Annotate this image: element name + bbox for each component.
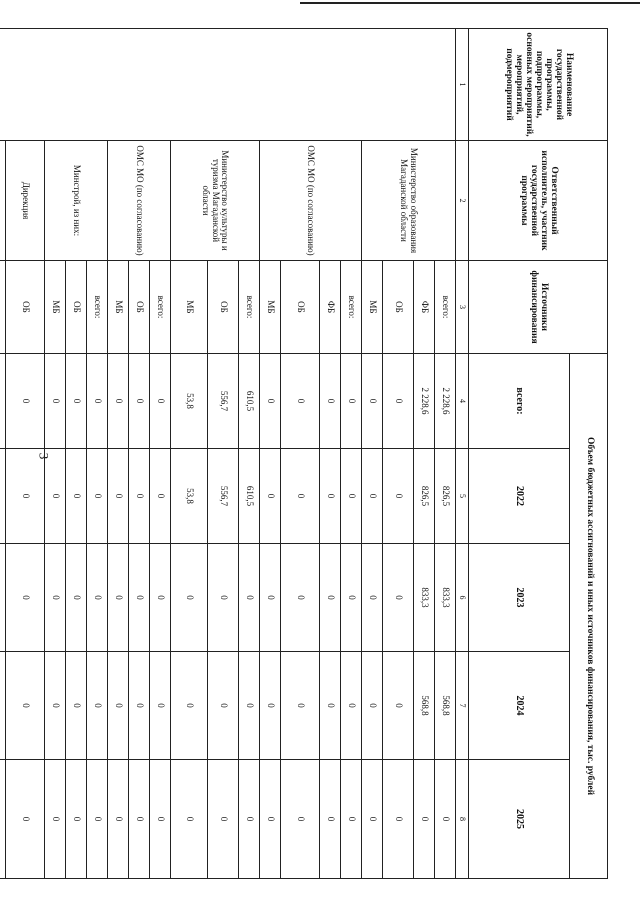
- value-2023-cell: 0: [45, 544, 66, 652]
- value-2025-cell: 0: [208, 760, 239, 879]
- value-2022-cell: 0: [87, 449, 108, 544]
- value-2023-cell: 833,3: [414, 544, 435, 652]
- header-executor: Ответственный исполнитель, участник государственной программы: [469, 141, 608, 261]
- value-2025-cell: 0: [281, 760, 320, 879]
- value-2023-cell: 0: [341, 544, 362, 652]
- source-cell: всего:: [150, 261, 171, 354]
- value-2023-cell: [0, 544, 6, 652]
- total-cell: 0: [260, 354, 281, 449]
- total-cell: [0, 354, 6, 449]
- value-2023-cell: 0: [108, 544, 129, 652]
- column-number: 3: [456, 261, 469, 354]
- value-2023-cell: 0: [320, 544, 341, 652]
- value-2023-cell: 0: [239, 544, 260, 652]
- value-2023-cell: 0: [281, 544, 320, 652]
- source-cell: всего:: [239, 261, 260, 354]
- column-number: 8: [456, 760, 469, 879]
- total-cell: 0: [150, 354, 171, 449]
- value-2024-cell: 0: [208, 652, 239, 760]
- total-cell: 53,8: [171, 354, 208, 449]
- value-2024-cell: 568,8: [414, 652, 435, 760]
- source-cell: МБ: [362, 261, 383, 354]
- value-2025-cell: 0: [383, 760, 414, 879]
- value-2025-cell: 0: [435, 760, 456, 879]
- executor-cell: ОМС МО (по согласованию): [260, 141, 362, 261]
- value-2025-cell: 0: [414, 760, 435, 879]
- value-2025-cell: 0: [129, 760, 150, 879]
- table-row: [6, 29, 45, 879]
- total-cell: 0: [87, 354, 108, 449]
- column-number: 2: [456, 141, 469, 261]
- source-cell: МБ: [260, 261, 281, 354]
- value-2025-cell: 0: [87, 760, 108, 879]
- column-number: 4: [456, 354, 469, 449]
- value-2022-cell: 0: [6, 449, 45, 544]
- value-2023-cell: 833,3: [435, 544, 456, 652]
- value-2022-cell: 0: [66, 449, 87, 544]
- source-cell: всего:: [341, 261, 362, 354]
- source-cell: ФБ: [414, 261, 435, 354]
- header-2025: 2025: [469, 760, 570, 879]
- column-number: 6: [456, 544, 469, 652]
- table-row: [341, 29, 362, 879]
- value-2023-cell: 0: [208, 544, 239, 652]
- value-2023-cell: 0: [383, 544, 414, 652]
- value-2025-cell: 0: [6, 760, 45, 879]
- value-2023-cell: 0: [87, 544, 108, 652]
- value-2022-cell: 0: [108, 449, 129, 544]
- source-cell: ОБ: [6, 261, 45, 354]
- value-2024-cell: [0, 652, 6, 760]
- value-2024-cell: 0: [129, 652, 150, 760]
- header-2023: 2023: [469, 544, 570, 652]
- total-cell: 0: [320, 354, 341, 449]
- table-row: [435, 29, 456, 879]
- header-total: всего:: [469, 354, 570, 449]
- value-2024-cell: 0: [87, 652, 108, 760]
- source-cell: МБ: [171, 261, 208, 354]
- value-2023-cell: 0: [171, 544, 208, 652]
- value-2022-cell: 610,5: [239, 449, 260, 544]
- total-cell: 0: [341, 354, 362, 449]
- value-2024-cell: 0: [383, 652, 414, 760]
- value-2023-cell: 0: [362, 544, 383, 652]
- value-2024-cell: 0: [171, 652, 208, 760]
- header-2024: 2024: [469, 652, 570, 760]
- value-2025-cell: 0: [260, 760, 281, 879]
- top-rule: [300, 2, 640, 4]
- value-2024-cell: 568,8: [435, 652, 456, 760]
- total-cell: 0: [45, 354, 66, 449]
- source-cell: ОБ: [281, 261, 320, 354]
- column-number: 7: [456, 652, 469, 760]
- source-cell: всего:: [87, 261, 108, 354]
- value-2022-cell: 0: [320, 449, 341, 544]
- source-cell: МБ: [45, 261, 66, 354]
- column-number-row: [456, 29, 469, 879]
- executor-cell: Министерство образования Магаданской области: [362, 141, 456, 261]
- value-2024-cell: 0: [6, 652, 45, 760]
- executor-cell: ОМС МО (по согласованию): [108, 141, 171, 261]
- value-2025-cell: 0: [45, 760, 66, 879]
- table-row: [87, 29, 108, 879]
- source-cell: ФБ: [320, 261, 341, 354]
- value-2024-cell: 0: [239, 652, 260, 760]
- source-cell: ОБ: [383, 261, 414, 354]
- value-2024-cell: 0: [320, 652, 341, 760]
- value-2024-cell: 0: [150, 652, 171, 760]
- value-2022-cell: 0: [129, 449, 150, 544]
- value-2025-cell: 0: [66, 760, 87, 879]
- total-cell: 0: [281, 354, 320, 449]
- column-number: 5: [456, 449, 469, 544]
- table-row: [239, 29, 260, 879]
- rotated-table-sheet: [20, 28, 608, 878]
- value-2022-cell: 0: [260, 449, 281, 544]
- header-name: Наименование государственной программы, подпрограммы, основных мероприятий, мероприятий, подмероприятий: [469, 29, 608, 141]
- value-2022-cell: 0: [281, 449, 320, 544]
- total-cell: 0: [129, 354, 150, 449]
- value-2022-cell: 826,5: [435, 449, 456, 544]
- source-cell: ОБ: [66, 261, 87, 354]
- total-cell: 2 228,6: [435, 354, 456, 449]
- executor-cell: Дирекция: [6, 141, 45, 261]
- page-number: 3: [36, 452, 52, 460]
- value-2025-cell: 0: [150, 760, 171, 879]
- value-2023-cell: 0: [66, 544, 87, 652]
- value-2024-cell: 0: [341, 652, 362, 760]
- value-2025-cell: 0: [171, 760, 208, 879]
- value-2025-cell: 0: [239, 760, 260, 879]
- value-2022-cell: 0: [341, 449, 362, 544]
- value-2023-cell: 0: [6, 544, 45, 652]
- value-2024-cell: 0: [66, 652, 87, 760]
- value-2023-cell: 0: [129, 544, 150, 652]
- value-2025-cell: 0: [320, 760, 341, 879]
- source-cell: [0, 261, 6, 354]
- total-cell: 0: [66, 354, 87, 449]
- value-2025-cell: 0: [108, 760, 129, 879]
- column-number: 1: [456, 29, 469, 141]
- value-2022-cell: 53,8: [171, 449, 208, 544]
- executor-cell: [0, 141, 6, 261]
- value-2025-cell: 0: [341, 760, 362, 879]
- value-2022-cell: 0: [45, 449, 66, 544]
- total-cell: 2 228,6: [414, 354, 435, 449]
- header-funding: Объем бюджетных ассигнований и иных источников финансирования, тыс. рублей: [570, 354, 608, 879]
- value-2024-cell: 0: [260, 652, 281, 760]
- total-cell: 0: [362, 354, 383, 449]
- value-2022-cell: 0: [362, 449, 383, 544]
- value-2023-cell: 0: [260, 544, 281, 652]
- total-cell: 0: [383, 354, 414, 449]
- value-2024-cell: 0: [108, 652, 129, 760]
- table-row: [0, 29, 6, 879]
- value-2022-cell: 0: [383, 449, 414, 544]
- funding-table: [0, 28, 608, 879]
- header-source: Источники финансирования: [469, 261, 608, 354]
- total-cell: 556,7: [208, 354, 239, 449]
- source-cell: всего:: [435, 261, 456, 354]
- source-cell: ОБ: [129, 261, 150, 354]
- value-2022-cell: [0, 449, 6, 544]
- total-cell: 0: [108, 354, 129, 449]
- value-2023-cell: 0: [150, 544, 171, 652]
- value-2025-cell: 0: [362, 760, 383, 879]
- value-2022-cell: 0: [150, 449, 171, 544]
- total-cell: 610,5: [239, 354, 260, 449]
- value-2022-cell: 556,7: [208, 449, 239, 544]
- source-cell: ОБ: [208, 261, 239, 354]
- source-cell: МБ: [108, 261, 129, 354]
- value-2024-cell: 0: [362, 652, 383, 760]
- total-cell: 0: [6, 354, 45, 449]
- value-2025-cell: [0, 760, 6, 879]
- value-2024-cell: 0: [45, 652, 66, 760]
- executor-cell: Министерство культуры и туризма Магаданской области: [171, 141, 260, 261]
- table-row: [150, 29, 171, 879]
- value-2024-cell: 0: [281, 652, 320, 760]
- header-2022: 2022: [469, 449, 570, 544]
- value-2022-cell: 826,5: [414, 449, 435, 544]
- executor-cell: Минстрой, из них:: [45, 141, 108, 261]
- program-name-cell: [0, 29, 456, 141]
